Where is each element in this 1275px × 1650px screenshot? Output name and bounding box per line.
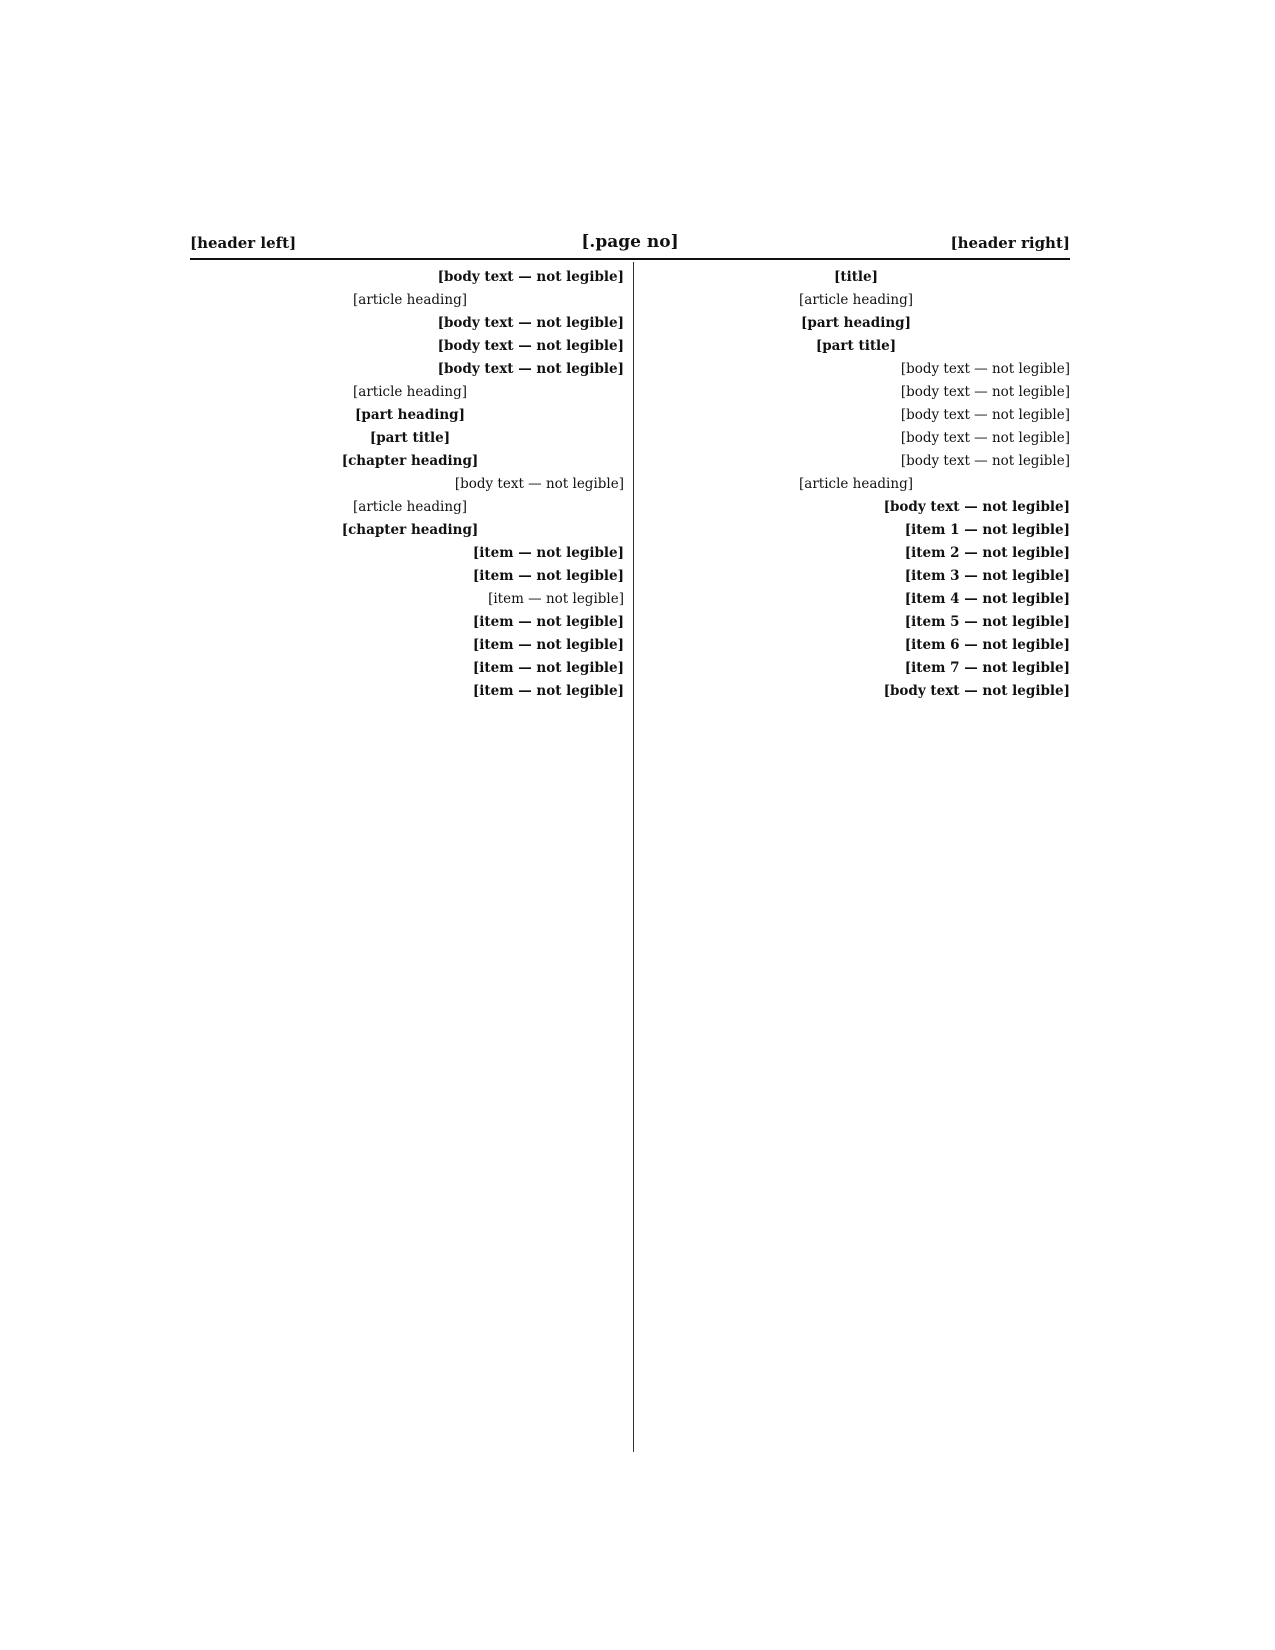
left-column — [196, 266, 624, 1452]
goal-item: [item 4 — not legible] — [904, 591, 1070, 607]
page-number: [page no.] — [581, 232, 679, 252]
header-rule — [190, 258, 1070, 260]
article-5-heading: [article heading] — [353, 499, 467, 515]
document-title: [title] — [833, 269, 879, 285]
right-column — [642, 266, 1070, 1452]
list-item: [item — not legible] — [472, 545, 624, 561]
header-date: [header left] — [190, 234, 297, 252]
part-1-heading: [part heading] — [801, 315, 911, 331]
part-2-heading: [part heading] — [355, 407, 465, 423]
list-subitem: [item — not legible] — [472, 568, 624, 584]
goal-item: [item 5 — not legible] — [904, 614, 1070, 630]
part-1-title: [part title] — [815, 338, 897, 354]
article-4-heading: [article heading] — [353, 384, 467, 400]
paragraph: [body text — not legible] — [437, 338, 624, 354]
chapter-1-heading: [chapter heading] — [341, 453, 479, 469]
article-2-heading: [article heading] — [799, 476, 913, 492]
paragraph: [body text — not legible] — [437, 315, 624, 331]
paragraph: [body text — not legible] — [437, 269, 624, 285]
paragraph: [body text — not legible] — [437, 361, 624, 377]
paragraph: [body text — not legible] — [900, 361, 1070, 377]
article-1-heading: [article heading] — [799, 292, 913, 308]
paragraph: [body text — not legible] — [900, 407, 1070, 423]
goal-item: [item 7 — not legible] — [904, 660, 1070, 676]
list-item: [item — not legible] — [472, 683, 624, 699]
paragraph: [body text — not legible] — [900, 384, 1070, 400]
goal-item: [item 1 — not legible] — [904, 522, 1070, 538]
article-3-heading: [article heading] — [353, 292, 467, 308]
list-subitem: [item — not legible] — [472, 614, 624, 630]
goal-item: [item 2 — not legible] — [904, 545, 1070, 561]
part-2-title: [part title] — [369, 430, 451, 446]
goal-item: [item 6 — not legible] — [904, 637, 1070, 653]
list-subitem: [item — not legible] — [472, 660, 624, 676]
list-subitem: [item — not legible] — [472, 637, 624, 653]
paragraph: [body text — not legible] — [454, 476, 624, 492]
paragraph: [body text — not legible] — [900, 453, 1070, 469]
paragraph: [body text — not legible] — [900, 430, 1070, 446]
paragraph: [body text — not legible] — [883, 499, 1070, 515]
header-publication: [header right] — [950, 234, 1070, 252]
paragraph: [body text — not legible] — [883, 683, 1070, 699]
goal-item: [item 3 — not legible] — [904, 568, 1070, 584]
chapter-2-heading: [chapter heading] — [341, 522, 479, 538]
column-divider — [633, 262, 634, 1452]
page-header — [190, 230, 1070, 256]
list-subitem: [item — not legible] — [488, 591, 624, 607]
